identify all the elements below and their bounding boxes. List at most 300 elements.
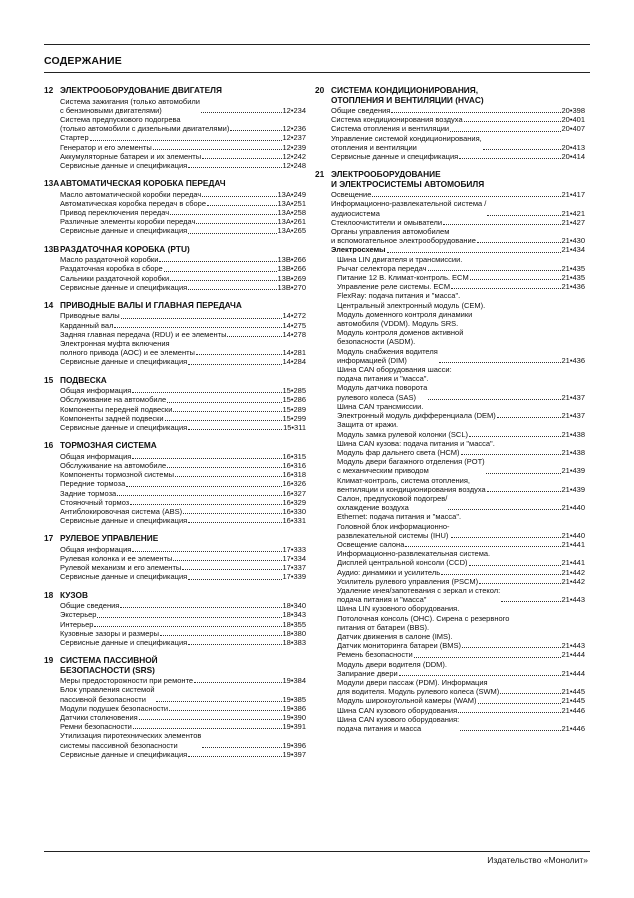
toc-entry-label: Утилизация пиротехнических элементов системы пассивной безопасности xyxy=(60,731,202,750)
dot-leader xyxy=(486,473,561,474)
dot-leader xyxy=(450,131,560,132)
toc-entry-page: 12•234 xyxy=(282,105,306,115)
dot-leader xyxy=(230,130,281,131)
toc-entry-page: 20•401 xyxy=(561,115,585,125)
toc-entry[interactable] xyxy=(315,134,585,152)
toc-entry-label: Система отопления и вентиляции xyxy=(331,124,450,134)
toc-entry[interactable] xyxy=(44,152,306,161)
toc-entry-page: 13А•249 xyxy=(277,189,306,199)
toc-section xyxy=(44,179,306,236)
section-title: ПОДВЕСКА xyxy=(60,374,107,385)
toc-entry[interactable] xyxy=(44,750,306,759)
section-number: 20 xyxy=(315,85,325,95)
toc-entry-label: Освещение xyxy=(331,190,372,200)
dot-leader xyxy=(159,261,276,262)
toc-entry[interactable] xyxy=(315,383,585,401)
toc-entry[interactable] xyxy=(315,549,585,558)
dot-leader xyxy=(497,417,561,418)
toc-entry[interactable] xyxy=(315,310,585,328)
section-number: 19 xyxy=(44,655,54,666)
toc-entry[interactable] xyxy=(44,461,306,470)
toc-entry[interactable] xyxy=(44,722,306,731)
toc-entry[interactable] xyxy=(315,273,585,282)
toc-entry[interactable] xyxy=(315,632,585,641)
toc-entry[interactable] xyxy=(44,620,306,629)
toc-entry-page: 13А•258 xyxy=(277,208,306,218)
toc-entry[interactable] xyxy=(44,498,306,507)
publisher: Издательство «Монолит» xyxy=(487,855,588,865)
toc-entry-label: Стартер xyxy=(60,133,89,143)
toc-entry-page: 18•340 xyxy=(282,601,306,611)
toc-entry[interactable] xyxy=(44,479,306,488)
toc-entry[interactable] xyxy=(315,660,585,669)
toc-entry-label: Генератор и его элементы xyxy=(60,142,152,152)
toc-entry-page: 12•242 xyxy=(282,151,306,161)
toc-entry-page: 21•436 xyxy=(561,355,585,365)
toc-entry[interactable] xyxy=(44,638,306,647)
toc-entry[interactable] xyxy=(44,704,306,713)
toc-entry[interactable] xyxy=(315,641,585,650)
toc-entry-label: Компоненты тормозной системы xyxy=(60,470,175,480)
toc-entry[interactable] xyxy=(44,143,306,152)
toc-entry-label: Сервисные данные и спецификация xyxy=(331,152,459,162)
toc-entry-label: Система зажигания (только автомобили с бензиновыми двигателями) xyxy=(60,96,200,115)
toc-entry-label: Общая информация xyxy=(60,544,132,554)
toc-section xyxy=(44,656,306,759)
dot-leader xyxy=(469,436,561,437)
toc-entry-page: 13А•265 xyxy=(277,226,306,236)
toc-entry[interactable] xyxy=(315,706,585,715)
toc-entry[interactable] xyxy=(44,283,306,292)
toc-entry-label: Шина CAN кузового оборудования xyxy=(337,705,458,715)
toc-entry-page: 21•446 xyxy=(561,705,585,715)
toc-entry-label: Масло автоматической коробки передач xyxy=(60,189,202,199)
section-heading[interactable] xyxy=(44,179,306,189)
dot-leader xyxy=(165,420,282,421)
toc-entry-page: 12•237 xyxy=(282,133,306,143)
toc-entry[interactable] xyxy=(44,386,306,395)
toc-entry-label: Модуль фар дальнего света (HCM) xyxy=(337,447,460,457)
toc-entry[interactable] xyxy=(315,402,585,411)
section-title: РАЗДАТОЧНАЯ КОРОБКА (PTU) xyxy=(60,243,190,254)
toc-entry[interactable] xyxy=(44,610,306,619)
toc-entry[interactable] xyxy=(315,411,585,420)
dot-leader xyxy=(405,546,560,547)
toc-section xyxy=(44,86,306,170)
toc-entry-label: Стояночный тормоз xyxy=(60,497,130,507)
toc-section xyxy=(315,86,585,161)
toc-entry-page: 21•417 xyxy=(561,190,585,200)
toc-entry[interactable] xyxy=(315,522,585,540)
toc-entry[interactable] xyxy=(44,489,306,498)
toc-entry[interactable] xyxy=(315,494,585,512)
section-number: 13В xyxy=(44,243,60,254)
dot-leader xyxy=(207,205,277,206)
section-heading[interactable] xyxy=(315,170,585,189)
toc-entry-label: Модуль снабжения водителя информацией (DIM) xyxy=(337,346,438,365)
toc-entry-page: 16•330 xyxy=(282,506,306,516)
toc-entry[interactable] xyxy=(44,423,306,432)
toc-entry-page: 21•421 xyxy=(561,208,585,218)
toc-right-column xyxy=(315,86,585,742)
section-number: 12 xyxy=(44,85,54,95)
dot-leader xyxy=(188,579,281,580)
toc-entry-label: Блок управления системой пассивной безопасности xyxy=(60,685,155,704)
dot-leader xyxy=(469,565,561,566)
toc-entry[interactable] xyxy=(44,321,306,330)
dot-leader xyxy=(153,149,282,150)
toc-entry-page: 21•444 xyxy=(561,650,585,660)
toc-entry-label: Модули двери пассаж (PDM). Информация для водителя. Модуль рулевого колеса (SWM) xyxy=(337,677,500,697)
toc-entry-label: Модули подушек безопасности xyxy=(60,703,169,713)
dot-leader xyxy=(114,327,281,328)
dot-leader xyxy=(478,703,561,704)
toc-entry-label: Ремень безопасности xyxy=(337,650,413,660)
toc-entry-page: 21•437 xyxy=(561,392,585,402)
toc-entry-page: 21•443 xyxy=(561,595,585,605)
toc-entry-page: 21•445 xyxy=(561,687,585,697)
toc-section xyxy=(44,376,306,433)
section-heading[interactable] xyxy=(44,656,306,675)
dot-leader xyxy=(196,223,276,224)
toc-entry[interactable] xyxy=(315,264,585,273)
toc-entry[interactable] xyxy=(44,217,306,226)
dot-leader xyxy=(188,756,281,757)
toc-entry-label: Аккумуляторные батареи и их элементы xyxy=(60,151,202,161)
toc-entry[interactable] xyxy=(44,255,306,264)
toc-entry-page: 13В•266 xyxy=(277,264,306,274)
toc-entry-label: Различные элементы коробки передач xyxy=(60,217,196,227)
toc-entry-page: 21•445 xyxy=(561,696,585,706)
toc-section xyxy=(44,245,306,292)
dot-leader xyxy=(117,495,281,496)
dot-leader xyxy=(175,476,282,477)
toc-entry-label: Датчики столкновения xyxy=(60,712,138,722)
dot-leader xyxy=(487,491,561,492)
toc-entry-label: Шина CAN кузова: подача питания и "масса". xyxy=(337,438,495,448)
dot-leader xyxy=(183,513,281,514)
toc-entry-page: 19•397 xyxy=(282,749,306,759)
toc-entry[interactable] xyxy=(44,330,306,339)
section-heading[interactable] xyxy=(44,245,306,255)
toc-entry-page: 21•438 xyxy=(561,447,585,457)
toc-entry-label: Питание 12 В. Климат-контроль. ECM xyxy=(337,273,469,283)
toc-entry[interactable] xyxy=(315,227,585,245)
toc-entry-label: Датчик движения в салоне (IMS). xyxy=(337,631,453,641)
toc-entry-page: 21•434 xyxy=(561,245,585,255)
toc-entry[interactable] xyxy=(315,669,585,678)
dot-leader xyxy=(132,458,281,459)
toc-entry[interactable] xyxy=(315,282,585,291)
toc-entry[interactable] xyxy=(44,414,306,423)
toc-entry-label: Компоненты задней подвески xyxy=(60,413,164,423)
toc-entry-label: Обслуживание на автомобиле xyxy=(60,460,167,470)
dot-leader xyxy=(470,279,561,280)
toc-entry-label: Общая информация xyxy=(60,451,132,461)
toc-entry[interactable] xyxy=(44,685,306,703)
toc-entry[interactable] xyxy=(315,715,585,733)
toc-entry[interactable] xyxy=(44,274,306,283)
toc-entry[interactable] xyxy=(315,512,585,521)
toc-entry-label: Компоненты передней подвески xyxy=(60,404,173,414)
dot-leader xyxy=(156,701,282,702)
toc-entry-page: 19•391 xyxy=(282,722,306,732)
toc-entry-page: 20•398 xyxy=(561,106,585,115)
toc-entry-page: 12•239 xyxy=(282,142,306,152)
toc-entry-label: Сервисные данные и спецификация xyxy=(60,422,188,432)
toc-entry[interactable] xyxy=(44,97,306,115)
toc-entry[interactable] xyxy=(44,395,306,404)
dot-leader xyxy=(121,318,282,319)
toc-entry-page: 21•439 xyxy=(561,466,585,476)
toc-entry-label: Экстерьер xyxy=(60,610,97,620)
toc-entry[interactable] xyxy=(315,586,585,604)
toc-entry[interactable] xyxy=(315,199,585,217)
section-title: ТОРМОЗНАЯ СИСТЕМА xyxy=(60,440,157,451)
section-heading[interactable] xyxy=(44,534,306,544)
section-heading[interactable] xyxy=(44,591,306,601)
toc-entry[interactable] xyxy=(315,568,585,577)
toc-entry-page: 14•278 xyxy=(282,329,306,339)
toc-entry-page: 18•380 xyxy=(282,628,306,638)
toc-entry[interactable] xyxy=(44,226,306,235)
toc-entry-label: Раздаточная коробка в сборе xyxy=(60,264,163,274)
toc-section xyxy=(44,441,306,525)
toc-entry-label: Система кондиционирования воздуха xyxy=(331,115,463,125)
toc-entry-label: Задние тормоза xyxy=(60,488,117,498)
section-title: КУЗОВ xyxy=(60,589,88,600)
toc-left-column xyxy=(44,86,306,768)
toc-entry[interactable] xyxy=(44,470,306,479)
toc-entry-page: 18•355 xyxy=(282,619,306,629)
toc-entry-label: Сальники раздаточной коробки xyxy=(60,273,170,283)
section-heading[interactable] xyxy=(315,86,585,105)
dot-leader xyxy=(139,719,282,720)
toc-entry-label: Задняя главная передача (RDU) и ее элементы xyxy=(60,329,227,339)
toc-entry-label: Рулевой механизм и его элементы xyxy=(60,563,182,573)
dot-leader xyxy=(500,693,560,694)
toc-entry[interactable] xyxy=(44,311,306,320)
toc-entry[interactable] xyxy=(315,245,585,254)
toc-entry[interactable] xyxy=(315,291,585,300)
toc-entry-label: Кузовные зазоры и размеры xyxy=(60,628,159,638)
toc-entry-page: 16•316 xyxy=(282,460,306,470)
toc-entry[interactable] xyxy=(315,365,585,383)
dot-leader xyxy=(167,467,281,468)
section-heading[interactable] xyxy=(44,86,306,96)
toc-entry[interactable] xyxy=(44,507,306,516)
toc-entry[interactable] xyxy=(44,713,306,722)
toc-entry-page: 15•286 xyxy=(282,395,306,405)
toc-entry-label: Передние тормоза xyxy=(60,479,126,489)
toc-entry[interactable] xyxy=(44,676,306,685)
toc-entry[interactable] xyxy=(44,629,306,638)
toc-entry[interactable] xyxy=(315,439,585,448)
toc-entry[interactable] xyxy=(315,106,585,115)
toc-entry-label: Электронный модуль дифференциала (DEM) xyxy=(337,411,496,421)
toc-entry[interactable] xyxy=(315,115,585,124)
dot-leader xyxy=(194,682,281,683)
dot-leader xyxy=(173,560,281,561)
dot-leader xyxy=(464,121,561,122)
toc-entry-page: 21•443 xyxy=(561,641,585,651)
toc-entry[interactable] xyxy=(44,731,306,749)
toc-entry[interactable] xyxy=(315,152,585,161)
dot-leader xyxy=(130,504,281,505)
toc-entry-page: 21•430 xyxy=(561,236,585,246)
toc-entry-label: Модуль доменного контроля динамики автомобиля (VDDM). Модуль SRS. xyxy=(337,309,473,329)
dot-leader xyxy=(428,399,560,400)
toc-entry-label: Шина CAN оборудования шасси: подача питания и "масса". xyxy=(337,365,452,384)
toc-entry[interactable] xyxy=(315,540,585,549)
dot-leader xyxy=(439,362,561,363)
dot-leader xyxy=(459,158,560,159)
toc-section xyxy=(44,591,306,648)
toc-entry-label: Шина CAN трансмиссии. xyxy=(337,401,424,411)
toc-entry[interactable] xyxy=(315,476,585,494)
toc-entry[interactable] xyxy=(44,554,306,563)
toc-entry[interactable] xyxy=(315,255,585,264)
toc-entry[interactable] xyxy=(44,601,306,610)
toc-entry-page: 18•383 xyxy=(282,637,306,647)
toc-section xyxy=(315,170,585,733)
toc-entry[interactable] xyxy=(315,430,585,439)
toc-entry[interactable] xyxy=(44,264,306,273)
toc-entry[interactable] xyxy=(315,696,585,705)
toc-entry-label: Сервисные данные и спецификация xyxy=(60,637,188,647)
toc-entry-page: 15•311 xyxy=(283,422,306,432)
toc-entry[interactable] xyxy=(44,405,306,414)
section-number: 17 xyxy=(44,533,54,544)
toc-entry[interactable] xyxy=(44,339,306,357)
toc-entry-page: 20•413 xyxy=(561,142,585,152)
toc-entry[interactable] xyxy=(44,572,306,581)
toc-entry-page: 21•442 xyxy=(561,576,585,586)
section-title: СИСТЕМА ПАССИВНОЙ БЕЗОПАСНОСТИ (SRS) xyxy=(60,655,158,675)
toc-entry-label: Обслуживание на автомобиле xyxy=(60,395,167,405)
toc-entry[interactable] xyxy=(315,420,585,429)
toc-entry-label: Модуль двери водителя (DDM). xyxy=(337,659,447,669)
dot-leader xyxy=(227,336,281,337)
toc-entry-label: Общая информация xyxy=(60,386,132,396)
toc-entry-label: Модуль контроля доменов активной безопасности (ASDM). xyxy=(337,328,464,347)
toc-entry-page: 21•435 xyxy=(561,263,585,273)
toc-entry[interactable] xyxy=(315,678,585,696)
section-heading[interactable] xyxy=(44,376,306,386)
toc-entry-page: 17•339 xyxy=(282,572,306,582)
toc-entry-label: FlexRay: подача питания и "масса". xyxy=(337,291,461,301)
dot-leader xyxy=(90,140,282,141)
toc-entry-page: 21•435 xyxy=(561,273,585,283)
toc-entry[interactable] xyxy=(44,190,306,199)
dot-leader xyxy=(448,509,560,510)
toc-entry[interactable] xyxy=(44,357,306,366)
dot-leader xyxy=(188,167,281,168)
toc-entry[interactable] xyxy=(44,545,306,554)
toc-entry-label: Усилитель рулевого управления (PSCM) xyxy=(337,576,479,586)
toc-entry-label: Антиблокировочная система (ABS) xyxy=(60,506,183,516)
toc-entry-page: 16•331 xyxy=(282,516,306,526)
dot-leader xyxy=(169,710,281,711)
toc-entry[interactable] xyxy=(315,448,585,457)
toc-entry-page: 14•284 xyxy=(282,357,306,367)
toc-entry-label: Информационно-развлекательной система / аудиосистема xyxy=(331,199,487,218)
toc-entry-label: Модуль датчика поворота рулевого колеса (SAS) xyxy=(337,383,428,402)
dot-leader xyxy=(391,112,560,113)
dot-leader xyxy=(188,289,276,290)
top-rule xyxy=(44,44,590,45)
toc-entry-label: Сервисные данные и спецификация xyxy=(60,282,188,292)
toc-entry-label: Приводные валы xyxy=(60,311,120,321)
toc-entry[interactable] xyxy=(315,604,585,613)
dot-leader xyxy=(443,224,560,225)
section-heading[interactable] xyxy=(44,301,306,311)
toc-entry[interactable] xyxy=(315,328,585,346)
toc-entry-page: 21•441 xyxy=(561,539,585,549)
toc-entry-page: 21•437 xyxy=(561,411,585,421)
toc-entry-label: Общие сведения xyxy=(60,601,120,611)
toc-entry[interactable] xyxy=(44,208,306,217)
dot-leader xyxy=(188,233,276,234)
toc-entry[interactable] xyxy=(44,133,306,142)
toc-entry-page: 16•329 xyxy=(282,497,306,507)
toc-entry[interactable] xyxy=(315,650,585,659)
section-title: ЭЛЕКТРООБОРУДОВАНИЕ И ЭЛЕКТРОСИСТЕМЫ АВТОМОБИЛЯ xyxy=(331,169,485,189)
toc-section xyxy=(44,301,306,367)
toc-entry[interactable] xyxy=(315,457,585,475)
toc-entry-label: Меры предосторожности при ремонте xyxy=(60,676,194,686)
title-rule xyxy=(44,72,590,73)
dot-leader xyxy=(501,601,560,602)
toc-entry[interactable] xyxy=(315,577,585,586)
toc-entry-label: Интерьер xyxy=(60,619,94,629)
toc-entry-page: 13В•269 xyxy=(277,273,306,283)
toc-entry[interactable] xyxy=(44,563,306,572)
toc-entry[interactable] xyxy=(315,558,585,567)
dot-leader xyxy=(461,454,561,455)
toc-entry-page: 21•440 xyxy=(561,503,585,513)
toc-entry-page: 16•327 xyxy=(282,488,306,498)
section-number: 14 xyxy=(44,299,54,310)
toc-entry-page: 14•272 xyxy=(282,311,306,321)
section-heading[interactable] xyxy=(44,441,306,451)
toc-entry[interactable] xyxy=(315,301,585,310)
toc-entry[interactable] xyxy=(44,199,306,208)
toc-entry[interactable] xyxy=(315,347,585,365)
toc-entry[interactable] xyxy=(315,124,585,133)
toc-entry[interactable] xyxy=(44,516,306,525)
toc-entry[interactable] xyxy=(315,218,585,227)
toc-entry-page: 21•440 xyxy=(561,530,585,540)
toc-entry-label: Защита от кражи. xyxy=(337,420,399,430)
dot-leader xyxy=(164,271,277,272)
dot-leader xyxy=(188,644,281,645)
section-title: СИСТЕМА КОНДИЦИОНИРОВАНИЯ, ОТОПЛЕНИЯ И ВЕНТИЛЯЦИИ (HVAC) xyxy=(331,85,484,105)
dot-leader xyxy=(120,607,281,608)
dot-leader xyxy=(387,252,561,253)
toc-entry-label: Модуль замка рулевой колонки (SCL) xyxy=(337,429,468,439)
toc-entry-page: 13В•270 xyxy=(277,282,306,292)
toc-entry-page: 15•285 xyxy=(282,386,306,396)
toc-entry[interactable] xyxy=(44,161,306,170)
toc-entry[interactable] xyxy=(315,614,585,632)
toc-entry[interactable] xyxy=(44,115,306,133)
dot-leader xyxy=(399,675,561,676)
section-number: 21 xyxy=(315,169,325,180)
dot-leader xyxy=(483,149,561,150)
toc-entry[interactable] xyxy=(44,452,306,461)
toc-entry[interactable] xyxy=(315,190,585,199)
